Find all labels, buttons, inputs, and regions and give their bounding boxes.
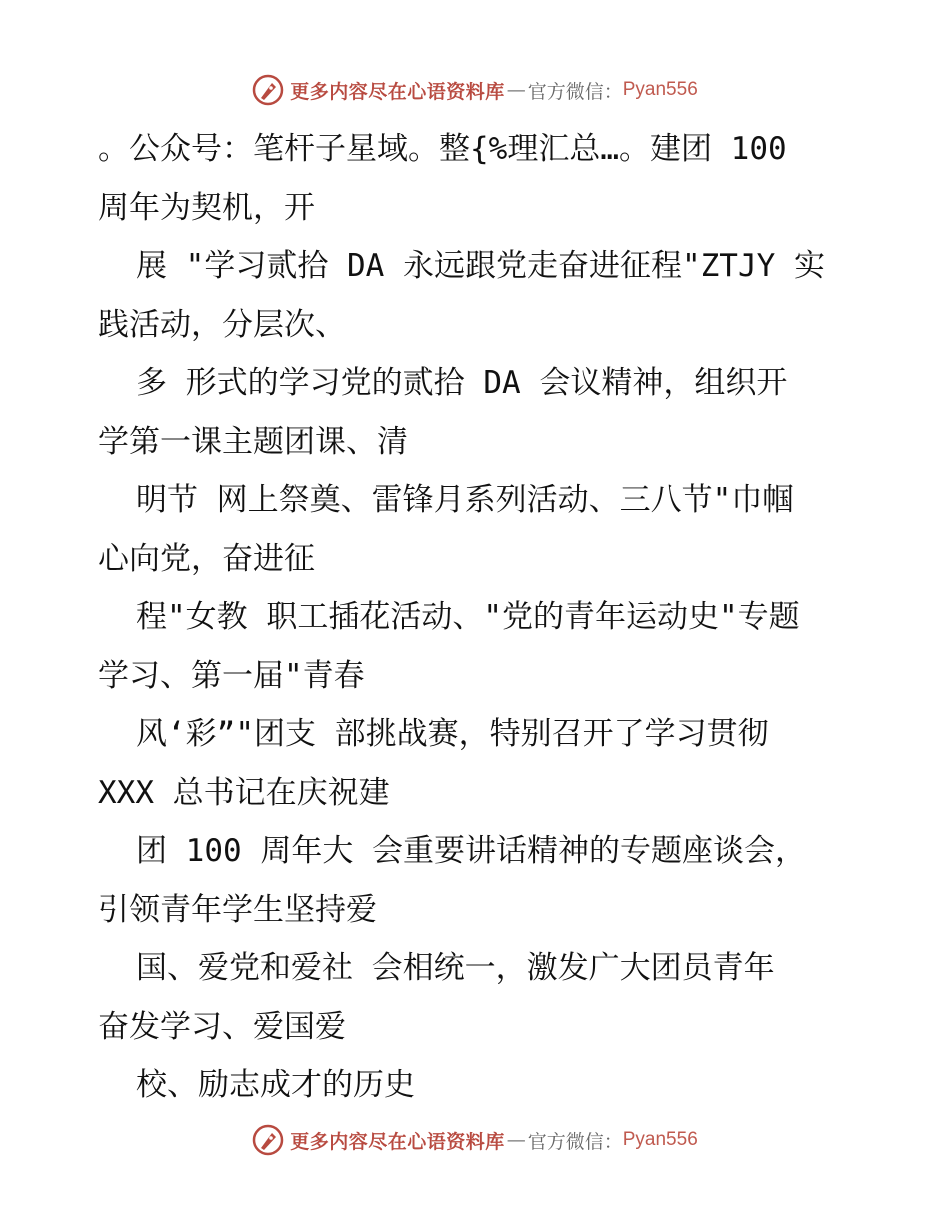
header-wechat-label: 官方微信： <box>527 80 623 103</box>
pen-nib-logo-icon <box>252 1124 284 1156</box>
footer-separator: — <box>506 1129 526 1151</box>
body-line: 。公众号：笔杆子星域。整{%理汇总…。建团 100 <box>98 131 787 167</box>
footer-brand-text: 更多内容尽在心语资料库 <box>290 1130 505 1153</box>
body-line: 明节 网上祭奠、雷锋月系列活动、三八节"巾帼 <box>136 482 794 518</box>
body-line: 周年为契机，开 <box>98 189 315 226</box>
header-separator: — <box>506 79 526 101</box>
footer-banner <box>0 1120 950 1160</box>
footer-wechat-id: Pyan556 <box>622 1129 698 1150</box>
body-line: 程"女教 职工插花活动、"党的青年运动史"专题 <box>136 599 800 635</box>
body-line: 国、爱党和爱社 会相统一，激发广大团员青年 <box>136 950 775 986</box>
body-line: 践活动，分层次、 <box>98 306 346 343</box>
body-line: 展 "学习贰拾 DA 永远跟党走奋进征程"ZTJY 实 <box>136 248 825 284</box>
body-line: 风‘彩”"团支 部挑战赛，特别召开了学习贯彻 <box>136 716 769 752</box>
document-body <box>98 120 858 1115</box>
header-brand-text: 更多内容尽在心语资料库 <box>290 80 505 103</box>
body-line: 学第一课主题团课、清 <box>98 423 408 460</box>
body-line: 多 形式的学习党的贰拾 DA 会议精神，组织开 <box>136 365 788 401</box>
body-line: XXX 总书记在庆祝建 <box>98 774 390 811</box>
header-wechat-id: Pyan556 <box>622 79 698 100</box>
body-line: 心向党，奋进征 <box>98 540 315 577</box>
body-line: 团 100 周年大 会重要讲话精神的专题座谈会， <box>136 833 806 869</box>
body-line: 引领青年学生坚持爱 <box>98 891 377 928</box>
header-banner <box>0 70 950 110</box>
body-line: 校、励志成才的历史 <box>136 1067 415 1103</box>
body-line: 奋发学习、爱国爱 <box>98 1008 346 1045</box>
pen-nib-logo-icon <box>252 74 284 106</box>
body-line: 学习、第一届"青春 <box>98 657 365 694</box>
footer-wechat-label: 官方微信： <box>527 1130 623 1153</box>
